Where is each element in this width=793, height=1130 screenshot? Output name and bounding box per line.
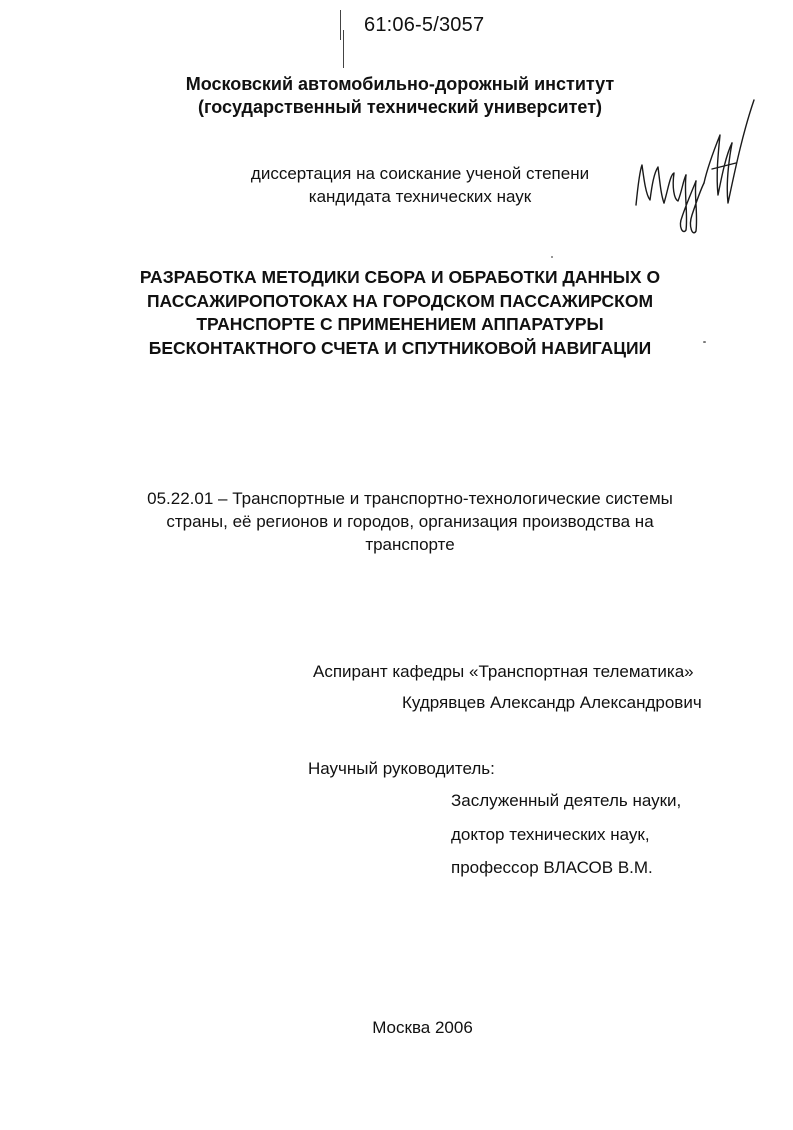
scan-speck <box>703 341 706 343</box>
title-line: БЕСКОНТАКТНОГО СЧЕТА И СПУТНИКОВОЙ НАВИГАЦИИ <box>148 337 652 358</box>
institute-line: Московский автомобильно-дорожный институт <box>185 74 615 94</box>
degree-statement <box>200 162 640 208</box>
supervisor-title: Заслуженный деятель науки, <box>451 791 682 810</box>
city-year: Москва 2006 <box>372 1018 473 1037</box>
institute-line: (государственный технический университет) <box>197 97 603 117</box>
handwritten-signature <box>628 95 758 240</box>
title-line: РАЗРАБОТКА МЕТОДИКИ СБОРА И ОБРАБОТКИ ДАННЫХ О <box>139 267 661 287</box>
supervisor-name: профессор ВЛАСОВ В.М. <box>451 858 653 877</box>
degree-line: кандидата технических наук <box>308 187 532 206</box>
institute-name <box>150 73 650 119</box>
supervisor-label: Научный руководитель: <box>308 759 495 778</box>
title-line: ТРАНСПОРТЕ С ПРИМЕНЕНИЕМ АППАРАТУРЫ <box>196 314 604 334</box>
specialty-line: транспорте <box>365 535 455 554</box>
scan-speck <box>551 256 553 258</box>
catalog-mark-line <box>343 30 344 68</box>
specialty-code <box>100 487 720 556</box>
supervisor-degree: доктор технических наук, <box>451 825 650 844</box>
dissertation-title <box>120 266 680 360</box>
title-line: ПАССАЖИРОПОТОКАХ НА ГОРОДСКОМ ПАССАЖИРСКОМ <box>146 290 654 311</box>
author-position: Аспирант кафедры «Транспортная телематика» <box>313 662 694 681</box>
degree-line: диссертация на соискание ученой степени <box>250 164 590 183</box>
catalog-code: 61:06-5/3057 <box>364 14 485 36</box>
specialty-line: страны, её регионов и городов, организация производства на <box>166 512 654 531</box>
author-name: Кудрявцев Александр Александрович <box>402 693 702 712</box>
specialty-line: 05.22.01 – Транспортные и транспортно-технологические системы <box>147 489 673 508</box>
catalog-mark-line <box>340 10 341 40</box>
